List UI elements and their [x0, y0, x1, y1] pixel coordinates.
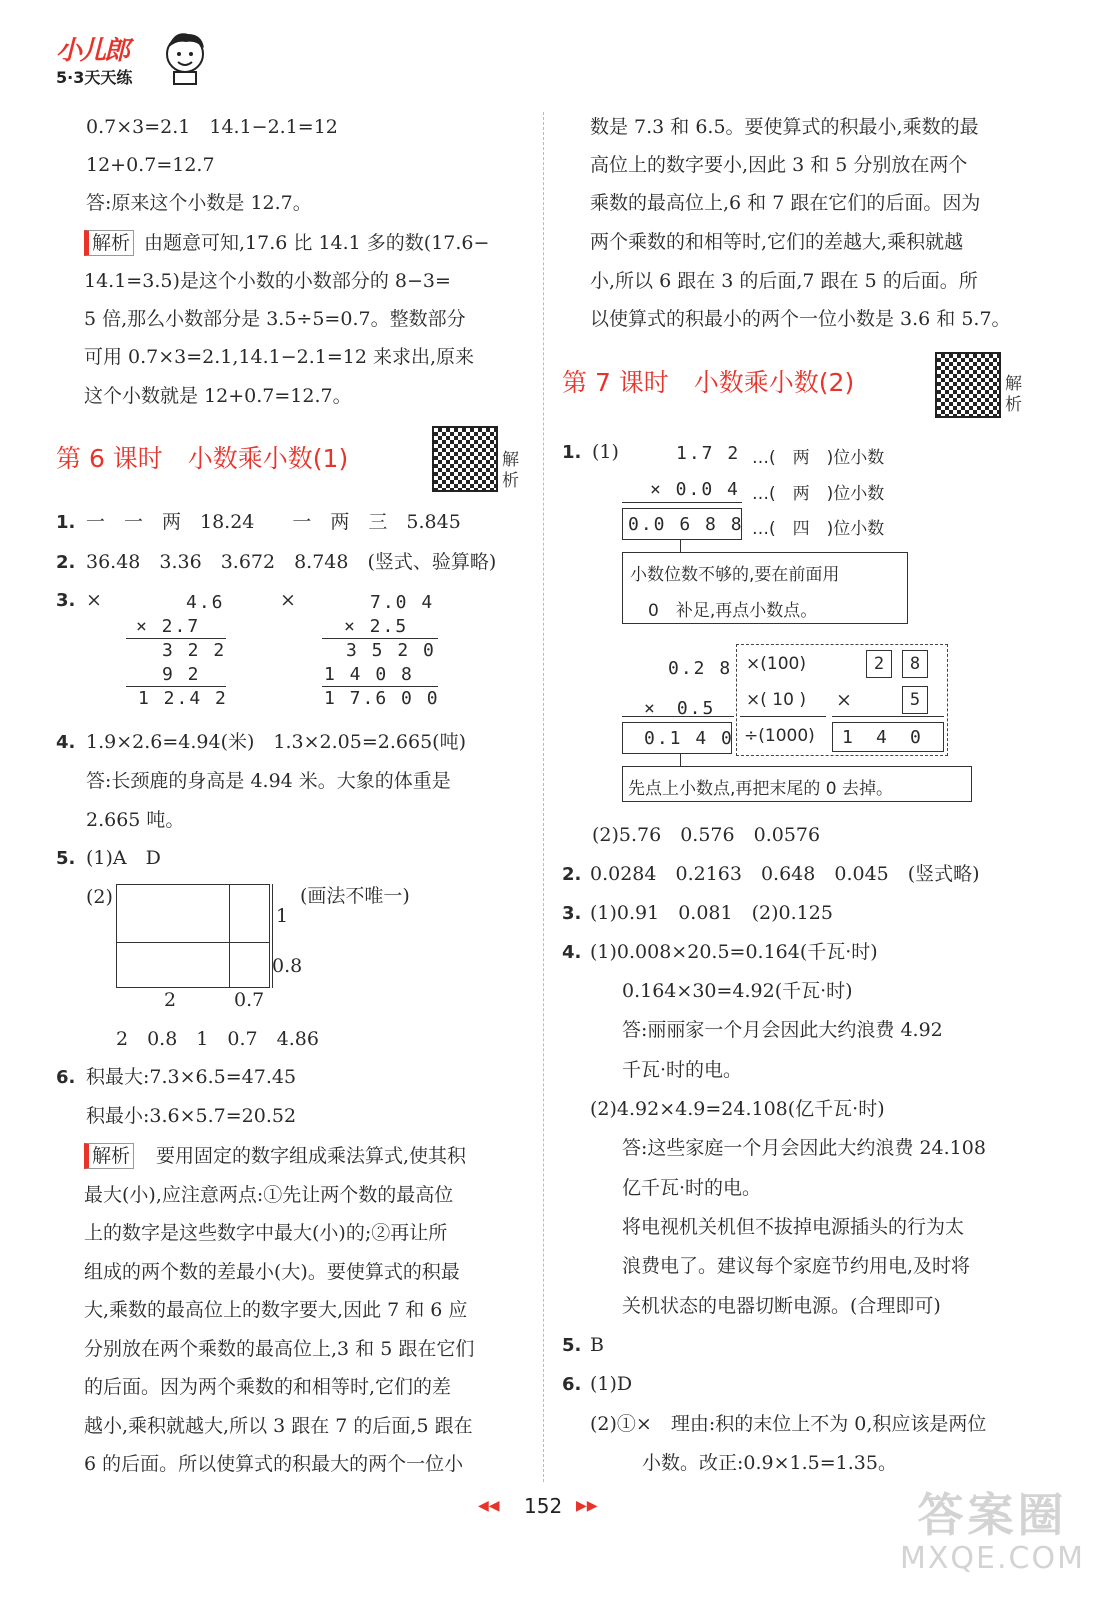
op-rule [740, 716, 826, 717]
calc-note: …( 四 )位小数 [752, 519, 885, 539]
calc-rule [322, 686, 438, 687]
logo-main: 小儿郎 [56, 36, 129, 66]
connector [680, 540, 681, 552]
answer-line: 小数。改正:0.9×1.5=1.35。 [642, 1452, 897, 1474]
calc-line: 3 5 2 0 [346, 640, 436, 661]
note-line: 先点上小数点,再把末尾的 0 去掉。 [628, 779, 894, 799]
calc-line: × 0.0 4 [650, 479, 740, 500]
calc-line: 1 2.4 2 [138, 688, 228, 709]
calc-line: × 2.5 [344, 616, 409, 637]
answer-line: (2)①× 理由:积的末位上不为 0,积应该是两位 [590, 1413, 987, 1435]
watermark-logo [900, 1488, 1085, 1576]
calc-line: 1 4 0 8 [324, 664, 414, 685]
calc-line: 0.1 4 0 [644, 728, 734, 749]
left-line: 12+0.7=12.7 [86, 154, 215, 176]
analysis-line: 最大(小),应注意两点:①先让两个数的最高位 [84, 1184, 454, 1206]
question-number: 6. [562, 1374, 582, 1395]
answer-line: (1)A D [86, 847, 161, 869]
answer-line: 浪费电了。建议每个家庭节约用电,及时将 [622, 1255, 971, 1277]
note-line: 0 补足,再点小数点。 [648, 601, 818, 621]
note-line: 小数位数不够的,要在前面用 [630, 565, 840, 585]
mascot-icon [160, 28, 210, 90]
qr-label: 解析 [1005, 374, 1022, 415]
area-diagram [116, 884, 270, 988]
calc-line: 0.2 8 [668, 658, 733, 679]
right-line: 数是 7.3 和 6.5。要使算式的积最小,乘数的最 [590, 116, 979, 138]
qr-label: 解析 [502, 450, 519, 491]
wrong-mark: × [86, 589, 102, 611]
calc-rule [322, 638, 438, 639]
column-divider [543, 112, 544, 1482]
answer-line: (2)4.92×4.9=24.108(亿千瓦·时) [590, 1098, 885, 1120]
question-number: 3. [562, 903, 582, 924]
question-number: 1. [56, 512, 76, 533]
calc-note: …( 两 )位小数 [752, 448, 885, 468]
answer-line: 积最大:7.3×6.5=47.45 [86, 1066, 297, 1088]
calc-line: 3 2 2 [162, 640, 227, 661]
calc-note: …( 两 )位小数 [752, 484, 885, 504]
logo [56, 30, 132, 88]
analysis-tag: 解析 要用固定的数字组成乘法算式,使其积 [84, 1143, 466, 1169]
analysis-line: 分别放在两个乘数的最高位上,3 和 5 跟在它们 [84, 1338, 475, 1360]
answer-line: 关机状态的电器切断电源。(合理即可) [622, 1295, 941, 1317]
analysis-line: 组成的两个数的差最小(大)。要使算式的积最 [84, 1261, 460, 1283]
left-line: 0.7×3=2.1 14.1−2.1=12 [86, 116, 338, 138]
digit-cell: 5 [902, 686, 928, 714]
analysis-line: 大,乘数的最高位上的数字要大,因此 7 和 6 应 [84, 1299, 468, 1321]
answer-line: 千瓦·时的电。 [622, 1059, 743, 1081]
calc-line: × 0.5 [644, 698, 716, 719]
calc-line: 1 7.6 0 0 [324, 688, 440, 709]
question-number: 5. [562, 1335, 582, 1356]
analysis-tag: 解析 由题意可知,17.6 比 14.1 多的数(17.6− [84, 230, 489, 256]
op-label: ×( 10 ) [746, 690, 806, 710]
diagram-label: 2 [164, 989, 177, 1011]
answer-line: 36.48 3.36 3.672 8.748 (竖式、验算略) [86, 551, 497, 573]
answer-line: 2 0.8 1 0.7 4.86 [116, 1028, 319, 1050]
left-line: 答:原来这个小数是 12.7。 [86, 192, 312, 214]
answer-line: 0.164×30=4.92(千瓦·时) [622, 980, 853, 1002]
analysis-line: 上的数字是这些数字中最大(小)的;②再让所 [84, 1222, 448, 1244]
section-title: 第 7 课时 小数乘小数(2) [562, 368, 855, 397]
right-line: 以使算式的积最小的两个一位小数是 3.6 和 5.7。 [590, 308, 1011, 330]
question-number: 6. [56, 1067, 76, 1088]
calc-rule [622, 716, 734, 717]
answer-line: 亿千瓦·时的电。 [622, 1177, 762, 1199]
diagram-hline [116, 942, 270, 943]
cell-rule [832, 716, 944, 717]
calc-line: 0.0 6 8 8 [628, 514, 744, 535]
digit-cell: 4 [876, 727, 889, 748]
digit-cell: 8 [902, 650, 928, 678]
op-label: ÷(1000) [744, 726, 815, 746]
calc-line: 7.0 4 [370, 592, 435, 613]
diagram-label: 0.7 [234, 989, 265, 1011]
analysis-line: 的后面。因为两个乘数的和相等时,它们的差 [84, 1376, 452, 1398]
analysis-line: 由题意可知,17.6 比 14.1 多的数(17.6− [144, 232, 490, 254]
answer-line: (2) [86, 886, 113, 908]
logo-sub: 5·3天天练 [56, 68, 133, 87]
op-label: ×(100) [746, 654, 806, 674]
diagram-label: 0.8 [272, 955, 303, 977]
calc-rule [622, 502, 742, 503]
digit-cell: 0 [910, 727, 923, 748]
question-number: 1. [562, 442, 582, 463]
analysis-line: 5 倍,那么小数部分是 3.5÷5=0.7。整数部分 [84, 308, 466, 330]
question-number: 4. [562, 942, 582, 963]
analysis-line: 14.1=3.5)是这个小数的小数部分的 8−3= [84, 270, 451, 292]
watermark-text: 答案圈 [917, 1488, 1068, 1542]
digit-cell: 1 [842, 727, 855, 748]
analysis-line: 越小,乘积就越大,所以 3 跟在 7 的后面,5 跟在 [84, 1415, 473, 1437]
drawing-note: (画法不唯一) [300, 885, 410, 907]
diagram-label: 1 [276, 905, 289, 927]
analysis-line: 6 的后面。所以使算式的积最大的两个一位小 [84, 1453, 464, 1475]
answer-line: (1)D [590, 1373, 633, 1395]
right-line: 乘数的最高位上,6 和 7 跟在它们的后面。因为 [590, 192, 981, 214]
watermark-url: MXQE.COM [900, 1541, 1085, 1576]
answer-line: 将电视机关机但不拔掉电源插头的行为太 [622, 1216, 965, 1238]
answer-line: B [590, 1334, 604, 1356]
answer-line: 0.0284 0.2163 0.648 0.045 (竖式略) [590, 863, 980, 885]
calc-rule [126, 638, 226, 639]
answer-line: (1)0.008×20.5=0.164(千瓦·时) [590, 941, 878, 963]
page-number: 152 [524, 1494, 563, 1518]
answer-line: (1)0.91 0.081 (2)0.125 [590, 902, 833, 924]
question-number: 2. [56, 552, 76, 573]
right-line: 两个乘数的和相等时,它们的差越大,乘积就越 [590, 231, 964, 253]
answer-line: 答:丽丽家一个月会因此大约浪费 4.92 [622, 1019, 943, 1041]
question-number: 3. [56, 590, 76, 611]
calc-line: 4.6 [186, 592, 225, 613]
section-title: 第 6 课时 小数乘小数(1) [56, 444, 349, 473]
answer-line: 答:这些家庭一个月会因此大约浪费 24.108 [622, 1137, 986, 1159]
qr-code-icon[interactable] [935, 352, 1001, 418]
digit-cell: 2 [866, 650, 892, 678]
calc-line: × 2.7 [136, 616, 201, 637]
diagram-vline [229, 884, 230, 988]
answer-line: 一 一 两 18.24 一 两 三 5.845 [86, 511, 461, 533]
analysis-line: 这个小数就是 12+0.7=12.7。 [84, 385, 352, 407]
analysis-line: 要用固定的数字组成乘法算式,使其积 [156, 1145, 467, 1167]
analysis-line: 可用 0.7×3=2.1,14.1−2.1=12 来求出,原来 [84, 346, 475, 368]
answer-line: 积最小:3.6×5.7=20.52 [86, 1105, 297, 1127]
answer-line: 答:长颈鹿的身高是 4.94 米。大象的体重是 [86, 770, 451, 792]
connector [680, 754, 681, 766]
calc-line: 1.7 2 [676, 443, 741, 464]
right-line: 高位上的数字要小,因此 3 和 5 分别放在两个 [590, 154, 968, 176]
wrong-mark: × [280, 589, 296, 611]
times-sign: × [836, 689, 852, 711]
next-page-icon[interactable]: ▶▶ [576, 1498, 598, 1514]
question-number: 2. [562, 864, 582, 885]
prev-page-icon[interactable]: ◀◀ [478, 1498, 500, 1514]
answer-line: 1.9×2.6=4.94(米) 1.3×2.05=2.665(吨) [86, 731, 466, 753]
answer-line: (2)5.76 0.576 0.0576 [592, 824, 821, 846]
calc-rule [126, 686, 226, 687]
answer-line: (1) [592, 441, 619, 463]
question-number: 5. [56, 848, 76, 869]
qr-code-icon[interactable] [432, 426, 498, 492]
right-line: 小,所以 6 跟在 3 的后面,7 跟在 5 的后面。所 [590, 270, 978, 292]
calc-line: 9 2 [162, 664, 201, 685]
answer-line: 2.665 吨。 [86, 809, 185, 831]
question-number: 4. [56, 732, 76, 753]
